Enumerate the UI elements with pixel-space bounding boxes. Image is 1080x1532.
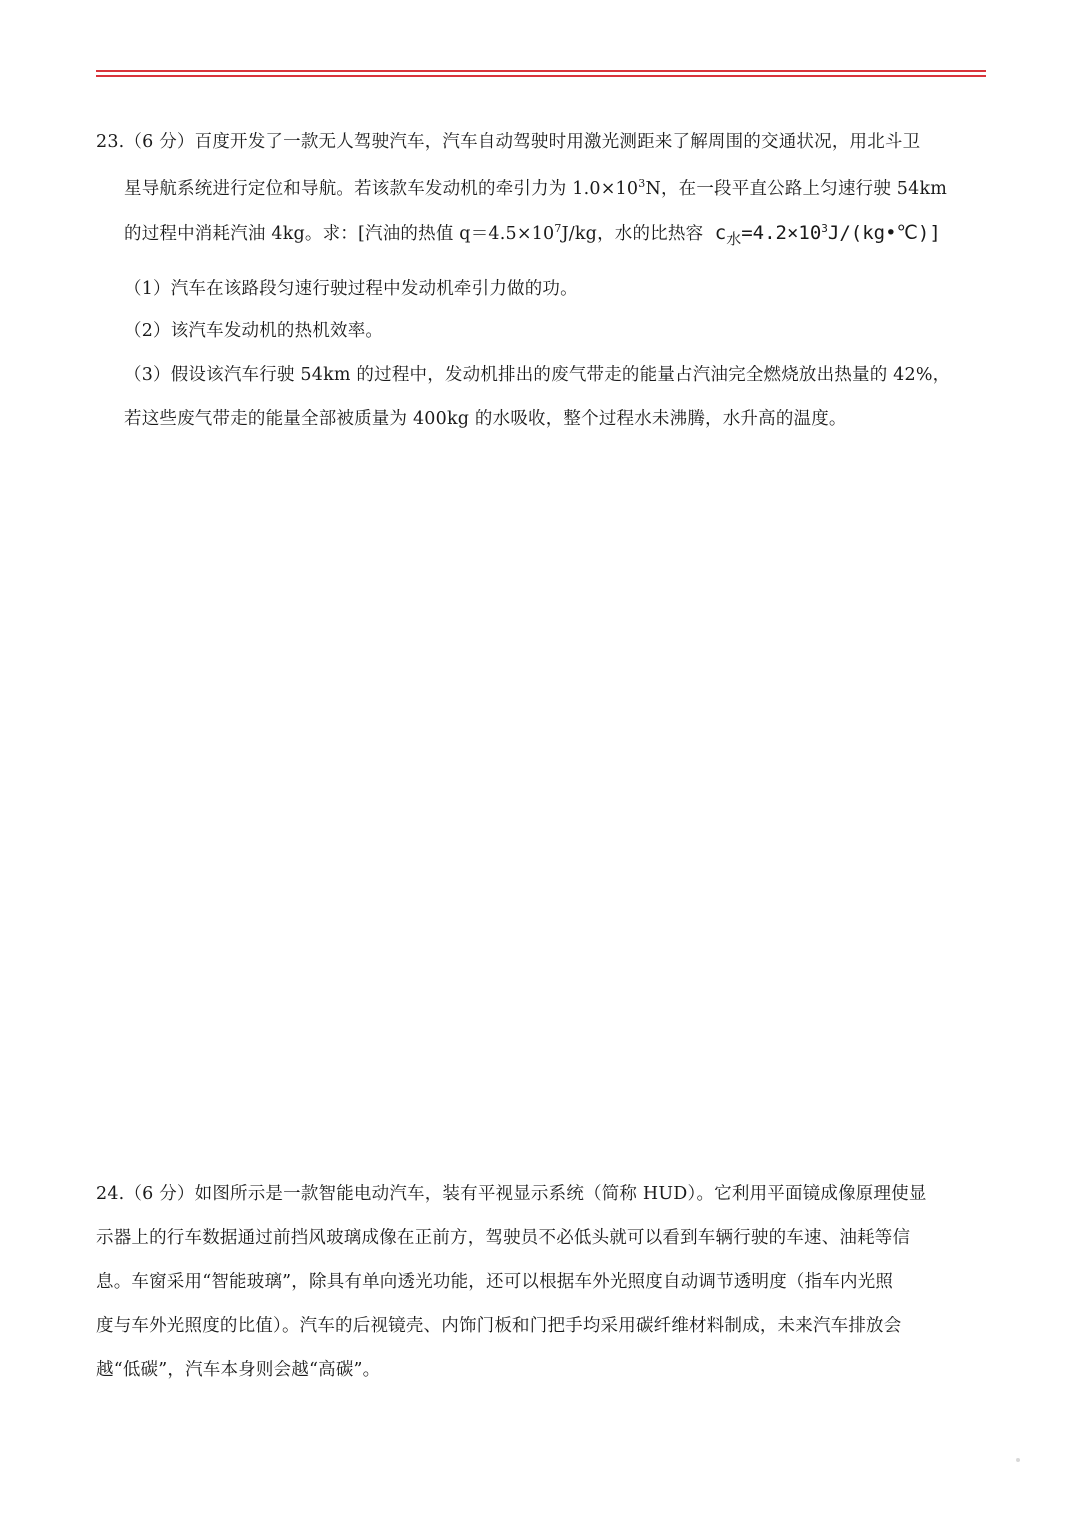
q23-line-3a: 的过程中消耗汽油 4kg。求：[汽油的热值 q＝4.5×10 [124, 224, 555, 244]
q24-line-3: 息。车窗采用“智能玻璃”，除具有单向透光功能，还可以根据车外光照度自动调节透明度（指车内光照 [96, 1272, 894, 1292]
header-rule-top [96, 70, 986, 72]
cwater-exponent: 3 [821, 222, 828, 235]
q23-sub-question-3-continued: 若这些废气带走的能量全部被质量为 400kg 的水吸收，整个过程水未沸腾，水升高的温度。 [124, 409, 847, 429]
q23-sub-question-3: （3）假设该汽车行驶 54km 的过程中，发动机排出的废气带走的能量占汽油完全燃烧放出热量的 42%， [124, 365, 951, 385]
q23-line-2 [124, 175, 947, 200]
header-double-rule [96, 70, 986, 78]
q23-sub-question-2: （2）该汽车发动机的热机效率。 [124, 321, 384, 341]
water-specific-heat-formula [703, 222, 941, 248]
q24-line-4: 度与车外光照度的比值）。汽车的后视镜壳、内饰门板和门把手均采用碳纤维材料制成，未来汽车排放会 [96, 1316, 902, 1336]
q23-line-3-exponent: 7 [554, 222, 562, 235]
q23-line-3b: J/kg，水的比热容 [561, 224, 704, 244]
q23-line-3 [124, 220, 941, 248]
q23-line-2-exponent: 3 [638, 177, 646, 190]
page-marker-dot [1016, 1458, 1020, 1462]
cwater-unit: J/(kg•℃)] [827, 222, 941, 244]
header-rule-bottom [96, 75, 986, 77]
q24-line-5: 越“低碳”，汽车本身则会越“高碳”。 [96, 1360, 381, 1380]
q24-line-1: 24.（6 分）如图所示是一款智能电动汽车，装有平视显示系统（简称 HUD）。它利用平面镜成像原理使显 [96, 1184, 927, 1204]
cwater-subscript: 水 [726, 230, 742, 248]
cwater-value: =4.2×10 [741, 222, 822, 244]
q23-sub-question-1: （1）汽车在该路段匀速行驶过程中发动机牵引力做的功。 [124, 279, 578, 299]
q24-line-2: 示器上的行车数据通过前挡风玻璃成像在正前方，驾驶员不必低头就可以看到车辆行驶的车速、油耗等信 [96, 1228, 911, 1248]
q23-line-2b: N，在一段平直公路上匀速行驶 54km [645, 179, 948, 199]
cwater-symbol: c [714, 222, 727, 244]
q23-line-2a: 星导航系统进行定位和导航。若该款车发动机的牵引力为 1.0×10 [124, 179, 639, 199]
q23-line-1: 23.（6 分）百度开发了一款无人驾驶汽车，汽车自动驾驶时用激光测距来了解周围的交通状况，用北斗卫 [96, 132, 921, 152]
